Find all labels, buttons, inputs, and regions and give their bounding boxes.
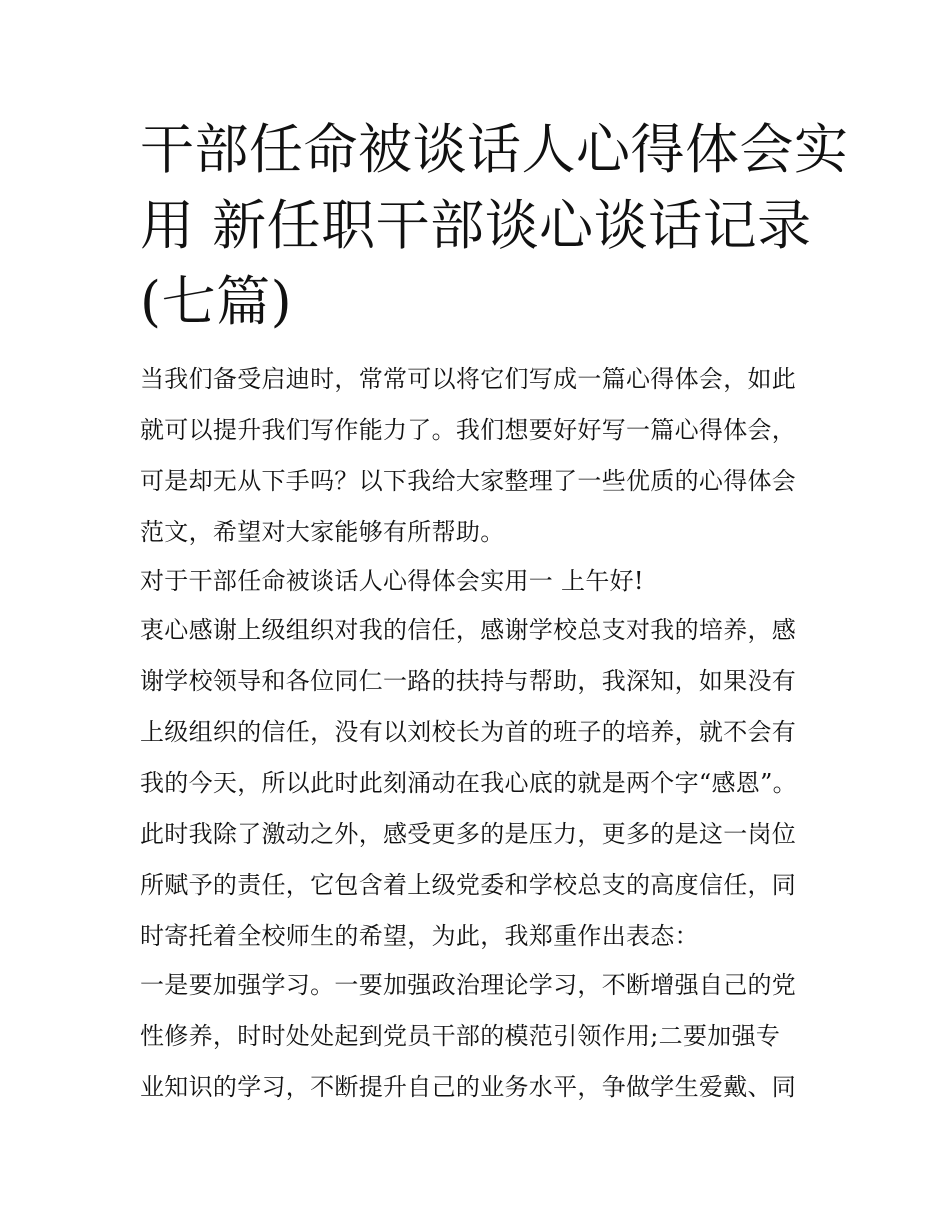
paragraph-line: 范文，希望对大家能够有所帮助。 [140, 518, 505, 546]
paragraph-line: 对于干部任命被谈话人心得体会实用一 上午好! [140, 567, 644, 595]
title-line: 干部任命被谈话人心得体会实 [140, 118, 849, 181]
paragraph-line: 衷心感谢上级组织对我的信任，感谢学校总支对我的培养，感 [140, 616, 797, 644]
paragraph-line: 所赋予的责任，它包含着上级党委和学校总支的高度信任，同 [140, 871, 797, 899]
paragraph-line: 性修养，时时处处起到党员干部的模范引领作用;二要加强专 [140, 1022, 781, 1050]
document-body [140, 354, 820, 1113]
title-line: 用 新任职干部谈心谈话记录 [140, 194, 812, 257]
paragraph-line: 一是要加强学习。一要加强政治理论学习，不断增强自己的党 [140, 971, 797, 999]
paragraph-line: 当我们备受启迪时，常常可以将它们写成一篇心得体会，如此 [140, 365, 797, 393]
paragraph-line: 谢学校领导和各位同仁一路的扶持与帮助，我深知，如果没有 [140, 667, 797, 695]
paragraph-thanks [140, 605, 820, 962]
paragraph-line: 时寄托着全校师生的希望，为此，我郑重作出表态： [140, 922, 699, 950]
paragraph-subheading [140, 556, 820, 607]
document-page [140, 112, 849, 1113]
document-title [140, 112, 849, 340]
paragraph-line: 业知识的学习，不断提升自己的业务水平，争做学生爱戴、同 [140, 1073, 797, 1101]
paragraph-line: 我的今天，所以此时此刻涌动在我心底的就是两个字“感恩”。 [140, 769, 797, 797]
title-line: (七篇) [140, 270, 293, 333]
paragraph-line: 上级组织的信任，没有以刘校长为首的班子的培养，就不会有 [140, 718, 797, 746]
paragraph-line: 此时我除了激动之外，感受更多的是压力，更多的是这一岗位 [140, 820, 797, 848]
paragraph-first-point [140, 960, 820, 1113]
paragraph-intro [140, 354, 820, 558]
paragraph-line: 就可以提升我们写作能力了。我们想要好好写一篇心得体会， [140, 416, 797, 444]
paragraph-line: 可是却无从下手吗？以下我给大家整理了一些优质的心得体会 [140, 467, 797, 495]
